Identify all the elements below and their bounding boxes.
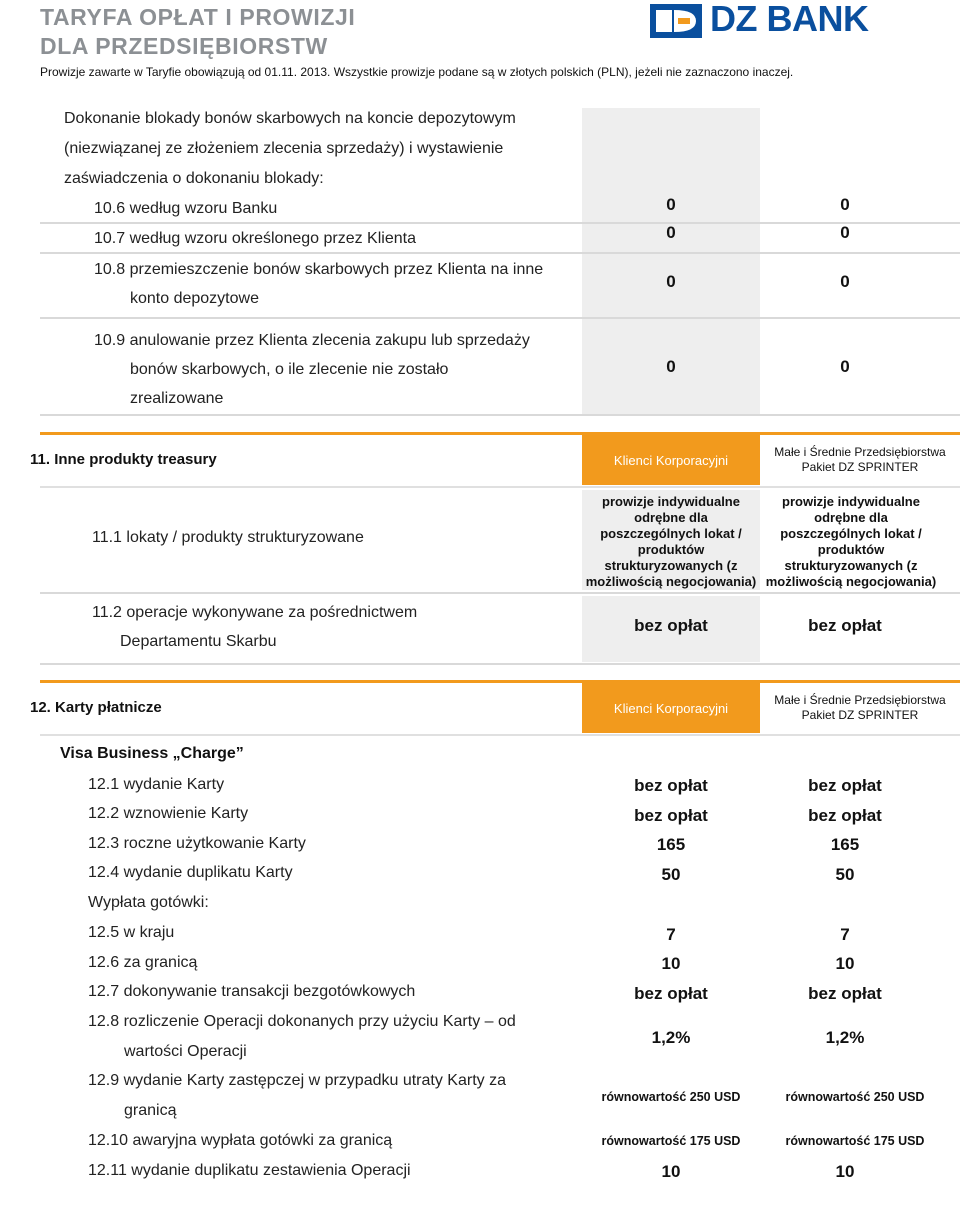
row-value-corporate: bez opłat	[634, 984, 708, 1003]
row-value-corporate: bez opłat	[634, 806, 708, 825]
row-label: 12.5 w kraju	[88, 924, 175, 941]
row-value-sme: 10	[835, 1162, 855, 1181]
card-subheading: Visa Business „Charge”	[60, 745, 244, 762]
row-value-corporate: równowartość 175 USD	[601, 1134, 741, 1148]
value-line: możliwością negocjowania)	[765, 574, 937, 589]
value-line: poszczególnych lokat /	[600, 526, 742, 541]
row-label-cont: Departamentu Skarbu	[120, 633, 277, 650]
section11-title: 11. Inne produkty treasury	[30, 451, 217, 468]
row-label: 12.6 za granicą	[88, 954, 198, 971]
dz-bank-logo-icon	[650, 4, 702, 38]
value-line: produktów	[637, 542, 705, 557]
row-label: 11.1 lokaty / produkty strukturyzowane	[92, 529, 364, 546]
row-value-corporate: 0	[666, 357, 676, 376]
row-value-corporate: 10	[661, 954, 681, 973]
row-value-sme	[760, 494, 942, 590]
page-title-line2: DLA PRZEDSIĘBIORSTW	[40, 33, 328, 59]
row-value-sme: bez opłat	[808, 616, 882, 635]
page-title-line1: TARYFA OPŁAT I PROWIZJI	[40, 4, 356, 30]
row-label-cont: zrealizowane	[130, 390, 224, 407]
row-label-cont: granicą	[124, 1102, 177, 1119]
row-value-sme: bez opłat	[808, 806, 882, 825]
row-label: 10.7 według wzoru określonego przez Klienta	[94, 230, 416, 247]
row-value-sme: 0	[840, 357, 850, 376]
row-value-sme: równowartość 250 USD	[785, 1090, 925, 1104]
row-label: 10.6 według wzoru Banku	[94, 200, 278, 217]
section12-col2-header-line2: Pakiet DZ SPRINTER	[801, 708, 919, 722]
value-line: strukturyzowanych (z	[784, 558, 918, 573]
row-value-corporate: 165	[656, 835, 686, 854]
section11-col2-header-line1: Małe i Średnie Przedsiębiorstwa	[774, 445, 946, 459]
row-divider	[40, 317, 960, 319]
section11-header-bottomline	[40, 486, 960, 488]
row-label: 12.3 roczne użytkowanie Karty	[88, 835, 306, 852]
value-line: strukturyzowanych (z	[604, 558, 738, 573]
value-line: odrębne dla	[634, 510, 708, 525]
row-value-sme: bez opłat	[808, 776, 882, 795]
value-line: produktów	[817, 542, 885, 557]
cash-heading: Wypłata gotówki:	[88, 894, 209, 911]
row-divider	[40, 663, 960, 665]
row-value-corporate: 1,2%	[651, 1028, 691, 1047]
row-value-corporate: 0	[666, 272, 676, 291]
row-divider	[40, 592, 960, 594]
row-label: 10.9 anulowanie przez Klienta zlecenia zakupu lub sprzedaży	[94, 332, 530, 349]
row-label: 11.2 operacje wykonywane za pośrednictwem	[92, 604, 418, 621]
row-value-corporate: 50	[661, 865, 681, 884]
value-line: możliwością negocjowania)	[585, 574, 757, 589]
row-label: 12.8 rozliczenie Operacji dokonanych przy użyciu Karty – od	[88, 1013, 516, 1030]
row-divider	[40, 252, 960, 254]
row-value-sme: 0	[840, 195, 850, 214]
row-label: 12.7 dokonywanie transakcji bezgotówkowych	[88, 983, 416, 1000]
row-value-corporate: 0	[666, 223, 676, 242]
value-line: prowizje indywidualne	[602, 494, 740, 509]
section11-col1-header: Klienci Korporacyjni	[582, 435, 760, 485]
row-value-corporate: bez opłat	[634, 776, 708, 795]
value-line: poszczególnych lokat /	[780, 526, 922, 541]
row-value-corporate: 10	[661, 1162, 681, 1181]
row-value-corporate	[582, 494, 760, 590]
row-value-sme: 0	[840, 272, 850, 291]
section11-col2-header-line2: Pakiet DZ SPRINTER	[801, 460, 919, 474]
value-line: prowizje indywidualne	[782, 494, 920, 509]
row-label: 12.4 wydanie duplikatu Karty	[88, 864, 293, 881]
section12-col2-header-line1: Małe i Średnie Przedsiębiorstwa	[774, 693, 946, 707]
row-value-sme: 50	[835, 865, 855, 884]
row-value-sme: 1,2%	[825, 1028, 865, 1047]
page-subtitle: Prowizje zawarte w Taryfie obowiązują od 01.11. 2013. Wszystkie prowizje podane są w złotych polskich (PLN), jeżeli nie zaznaczono inaczej.	[40, 65, 794, 79]
row-divider	[40, 414, 960, 416]
row-value-sme: 0	[840, 223, 850, 242]
section12-title: 12. Karty płatnicze	[30, 699, 162, 716]
row-value-sme: 10	[835, 954, 855, 973]
row-label: 12.10 awaryjna wypłata gotówki za granicą	[88, 1132, 393, 1149]
value-line: odrębne dla	[814, 510, 888, 525]
row-value-corporate: równowartość 250 USD	[601, 1090, 741, 1104]
logo-text: DZ BANK	[710, 0, 869, 39]
section12-col1-header: Klienci Korporacyjni	[582, 683, 760, 733]
section12-header-bottomline	[40, 734, 960, 736]
section10-intro-line: zaświadczenia o dokonaniu blokady:	[64, 170, 324, 187]
row-value-sme: równowartość 175 USD	[785, 1134, 925, 1148]
row-value-sme: 7	[840, 925, 850, 944]
row-value-sme: 165	[830, 835, 860, 854]
row-value-sme: bez opłat	[808, 984, 882, 1003]
row-label-cont: wartości Operacji	[124, 1043, 247, 1060]
row-label-cont: bonów skarbowych, o ile zlecenie nie zostało	[130, 361, 449, 378]
row-value-corporate: 0	[666, 195, 676, 214]
section10-intro-line: (niezwiązanej ze złożeniem zlecenia sprzedaży) i wystawienie	[64, 140, 504, 157]
row-value-corporate: bez opłat	[634, 616, 708, 635]
row-label: 12.11 wydanie duplikatu zestawienia Operacji	[88, 1162, 411, 1179]
section11-col2-header	[760, 435, 960, 485]
dz-bank-logo	[650, 2, 910, 42]
row-label-cont: konto depozytowe	[130, 290, 259, 307]
row-label: 12.2 wznowienie Karty	[88, 805, 249, 822]
section10-intro-line: Dokonanie blokady bonów skarbowych na koncie depozytowym	[64, 110, 516, 127]
row-label: 12.9 wydanie Karty zastępczej w przypadku utraty Karty za	[88, 1072, 506, 1089]
row-value-corporate: 7	[666, 925, 676, 944]
row-label: 10.8 przemieszczenie bonów skarbowych przez Klienta na inne	[94, 261, 544, 278]
row-label: 12.1 wydanie Karty	[88, 776, 225, 793]
section12-col2-header	[760, 683, 960, 733]
